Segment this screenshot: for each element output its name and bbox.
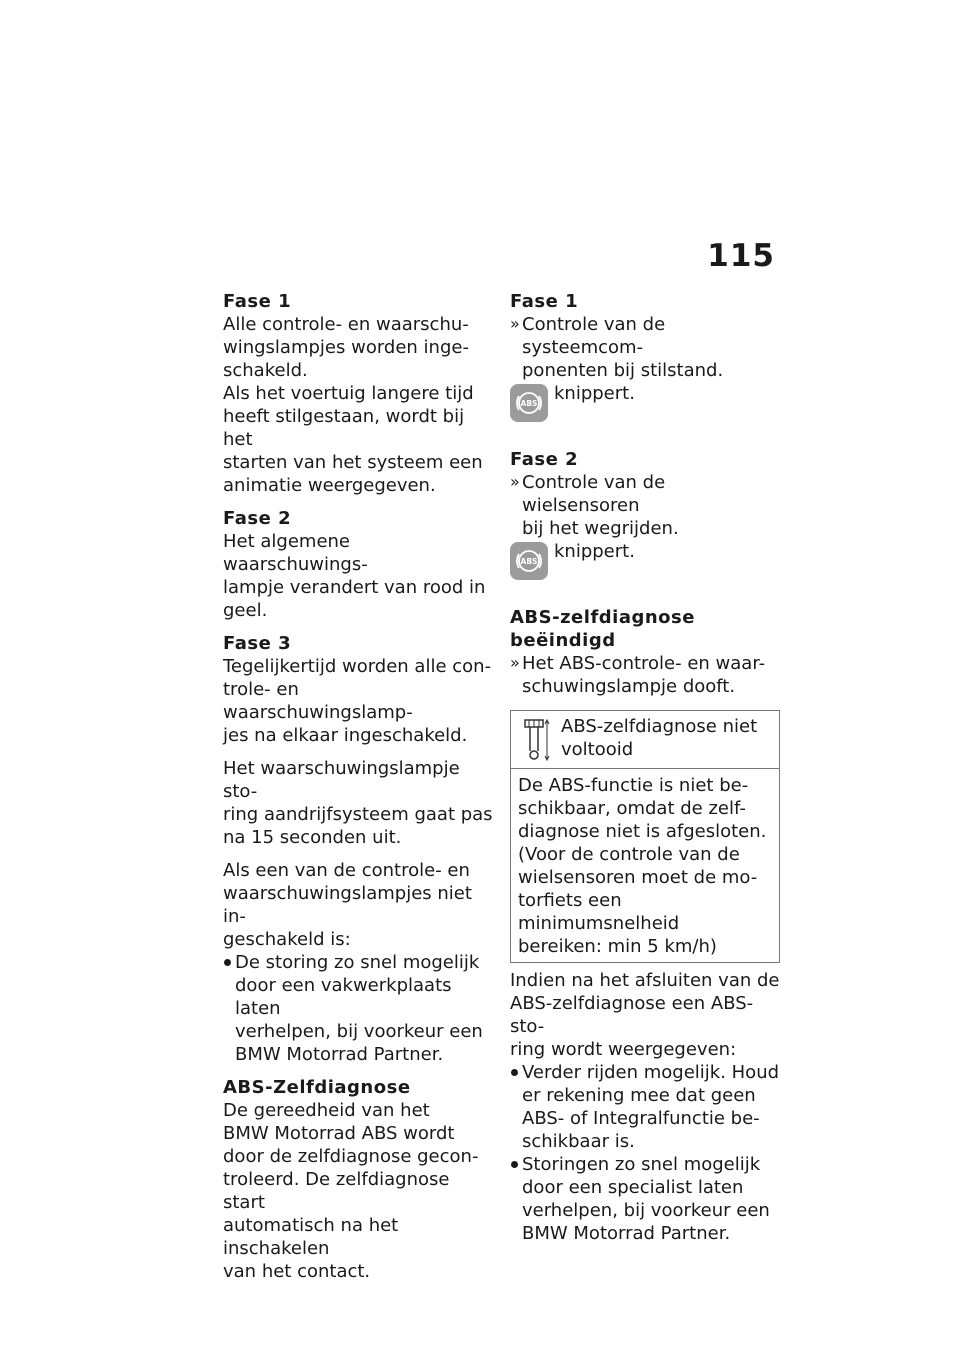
text-line: ABS-zelfdiagnose niet <box>561 716 758 737</box>
text-line: lampje verandert van rood in <box>223 577 486 598</box>
text-line: » Controle van de systeemcom- <box>522 314 666 358</box>
text-line: ABS-zelfdiagnose een ABS-sto- <box>510 993 754 1037</box>
text-line: schuwingslampje dooft. <box>522 676 736 697</box>
text-line: heeft stilgestaan, wordt bij het <box>223 406 465 450</box>
abs-warning-light-icon <box>510 384 548 422</box>
abs-end-heading: ABS-zelfdiagnose beëindigd <box>510 607 695 651</box>
svg-text:ABS: ABS <box>520 557 538 566</box>
step-item <box>510 471 782 540</box>
after-paragraph <box>510 969 782 1245</box>
fase3-section <box>223 632 493 747</box>
text-line: ABS- of Integralfunctie be- <box>522 1108 760 1129</box>
text-line: De ABS-functie is niet be- <box>518 775 749 796</box>
text-line: verhelpen, bij voorkeur een <box>522 1200 770 1221</box>
text-line: » Controle van de wielsensoren <box>522 472 666 516</box>
list-item <box>223 951 493 1066</box>
fase1-heading: Fase 1 <box>223 291 292 312</box>
text-line: wingslampjes worden inge- <box>223 337 469 358</box>
svg-text:ABS: ABS <box>520 399 538 408</box>
abs-warning-light-icon <box>510 542 548 580</box>
text-line: door de zelfdiagnose gecon- <box>223 1146 479 1167</box>
bullet-list <box>510 1061 782 1245</box>
fase3-heading: Fase 3 <box>223 633 292 654</box>
text-line: De storing zo snel mogelijk <box>235 952 480 973</box>
text-line: diagnose niet is afgesloten. <box>518 821 767 842</box>
text-line: Alle controle- en waarschu- <box>223 314 469 335</box>
text-line: door een vakwerkplaats laten <box>235 975 452 1019</box>
wrench-gauge-icon <box>517 717 553 763</box>
text-line: » Het ABS-controle- en waar- <box>522 653 766 674</box>
abs-selfdiagnosis-section <box>223 1076 493 1283</box>
text-line: Het waarschuwingslampje sto- <box>223 758 460 802</box>
text-line: Als het voertuig langere tijd <box>223 383 474 404</box>
text-line: De gereedheid van het <box>223 1100 430 1121</box>
text-line: Als een van de controle- en <box>223 860 470 881</box>
text-line: geschakeld is: <box>223 929 351 950</box>
text-line: Het algemene waarschuwings- <box>223 531 368 575</box>
text-line: BMW Motorrad ABS wordt <box>223 1123 455 1144</box>
step-item <box>510 313 782 382</box>
fase2-heading: Fase 2 <box>510 449 579 470</box>
text-line: (Voor de controle van de <box>518 844 740 865</box>
text-line: ring aandrijfsysteem gaat pas <box>223 804 493 825</box>
paragraph <box>223 859 493 1066</box>
text-line: automatisch na het inschakelen <box>223 1215 399 1259</box>
step-list <box>510 652 782 698</box>
abs-indicator-line <box>510 382 782 440</box>
text-line: waarschuwingslampjes niet in- <box>223 883 472 927</box>
note-body <box>511 769 779 962</box>
abs-end-section <box>510 606 782 698</box>
text-line: BMW Motorrad Partner. <box>522 1223 731 1244</box>
text-line: na 15 seconden uit. <box>223 827 402 848</box>
list-item <box>510 1061 782 1153</box>
fase2-section <box>223 507 493 622</box>
step-list <box>510 471 782 540</box>
text-line: Tegelijkertijd worden alle con- <box>223 656 492 677</box>
indicator-text: knippert. <box>554 383 635 404</box>
text-line: troleerd. De zelfdiagnose start <box>223 1169 450 1213</box>
text-line: torfiets een minimumsnelheid <box>518 890 680 934</box>
abs-indicator-line <box>510 540 782 598</box>
fase1-heading: Fase 1 <box>510 291 579 312</box>
bullet-list <box>223 951 493 1066</box>
abs-heading: ABS-Zelfdiagnose <box>223 1077 411 1098</box>
r-fase1-section <box>510 290 782 440</box>
text-line: geel. <box>223 600 268 621</box>
right-column <box>510 290 782 1245</box>
text-line: Verder rijden mogelijk. Houd <box>522 1062 780 1083</box>
r-fase2-section <box>510 448 782 598</box>
note-header <box>511 711 779 769</box>
text-line: verhelpen, bij voorkeur een <box>235 1021 483 1042</box>
text-line: trole- en waarschuwingslamp- <box>223 679 413 723</box>
text-line: BMW Motorrad Partner. <box>235 1044 444 1065</box>
text-line: er rekening mee dat geen <box>522 1085 756 1106</box>
text-line: wielsensoren moet de mo- <box>518 867 758 888</box>
text-line: Indien na het afsluiten van de <box>510 970 780 991</box>
step-item <box>510 652 782 698</box>
list-item <box>510 1153 782 1245</box>
text-line: animatie weergegeven. <box>223 475 436 496</box>
indicator-text: knippert. <box>554 541 635 562</box>
text-line: bij het wegrijden. <box>522 518 679 539</box>
text-line: starten van het systeem een <box>223 452 483 473</box>
text-line: ring wordt weergegeven: <box>510 1039 737 1060</box>
fase1-section <box>223 290 493 497</box>
text-line: schakeld. <box>223 360 308 381</box>
text-line: jes na elkaar ingeschakeld. <box>223 725 468 746</box>
paragraph <box>223 757 493 849</box>
text-line: Storingen zo snel mogelijk <box>522 1154 761 1175</box>
page-number: 115 <box>707 238 775 274</box>
text-line: van het contact. <box>223 1261 371 1282</box>
left-column <box>223 290 493 1293</box>
fase2-heading: Fase 2 <box>223 508 292 529</box>
text-line: bereiken: min 5 km/h) <box>518 936 717 957</box>
text-line: voltooid <box>561 739 634 760</box>
note-title <box>561 715 757 761</box>
step-list <box>510 313 782 382</box>
note-box <box>510 710 780 963</box>
text-line: schikbaar is. <box>522 1131 635 1152</box>
text-line: ponenten bij stilstand. <box>522 360 724 381</box>
text-line: schikbaar, omdat de zelf- <box>518 798 746 819</box>
text-line: door een specialist laten <box>522 1177 744 1198</box>
